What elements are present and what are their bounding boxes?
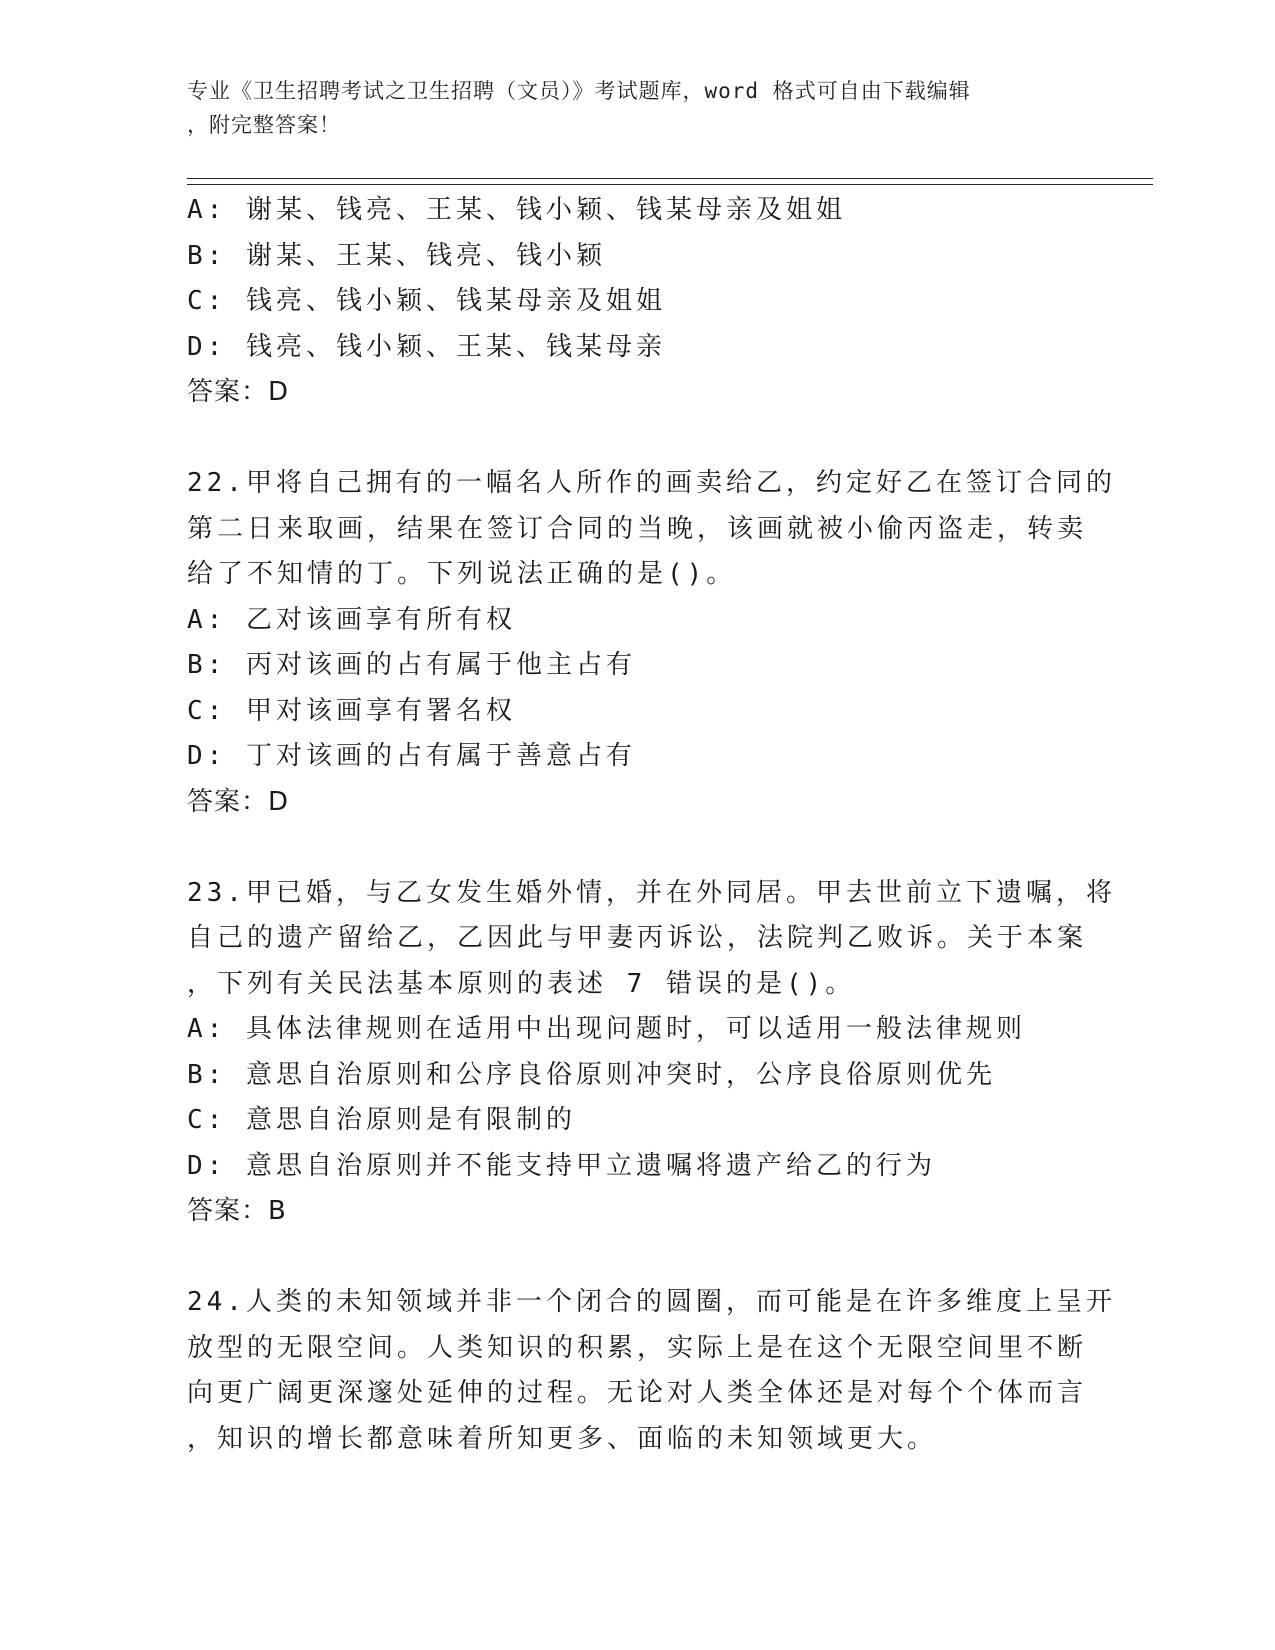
option-c: C: 甲对该画享有署名权 [187, 695, 516, 726]
question-stem-line: ，下列有关民法基本原则的表述 7 错误的是()。 [187, 968, 856, 999]
header-rule-top [187, 178, 1153, 179]
question-21 [187, 188, 1087, 416]
document-body [187, 188, 1116, 1462]
question-stem-line: 自己的遗产留给乙，乙因此与甲妻丙诉讼，法院判乙败诉。关于本案 [187, 923, 1088, 953]
option-c: C: 意思自治原则是有限制的 [187, 1105, 576, 1135]
question-stem-line: 向更广阔更深邃处延伸的过程。无论对人类全体还是对每个个体而言 [187, 1378, 1088, 1408]
question-24 [187, 1280, 1116, 1462]
header-line-2: ，附完整答案！ [187, 113, 341, 137]
option-b: B: 谢某、王某、钱亮、钱小颖 [187, 240, 606, 271]
option-a: A: 乙对该画享有所有权 [187, 604, 516, 635]
header-rule-bottom [187, 184, 1153, 185]
option-a: A: 具体法律规则在适用中出现问题时，可以适用一般法律规则 [187, 1014, 1026, 1044]
question-stem-line: 第二日来取画，结果在签订合同的当晚，该画就被小偷丙盗走，转卖 [187, 513, 1088, 544]
header-line-1: 专业《卫生招聘考试之卫生招聘（文员）》考试题库，word 格式可自由下载编辑 [187, 79, 971, 103]
question-stem-line: 23.甲已婚，与乙女发生婚外情，并在外同居。甲去世前立下遗嘱，将 [187, 877, 1116, 908]
option-d: D: 丁对该画的占有属于善意占有 [187, 741, 636, 771]
option-b: B: 丙对该画的占有属于他主占有 [187, 650, 636, 680]
question-stem-line: 放型的无限空间。人类知识的积累，实际上是在这个无限空间里不断 [187, 1332, 1088, 1363]
question-stem-line: 24.人类的未知领域并非一个闭合的圆圈，而可能是在许多维度上呈开 [187, 1287, 1116, 1317]
document-header [187, 74, 1067, 142]
option-a: A: 谢某、钱亮、王某、钱小颖、钱某母亲及姐姐 [187, 195, 846, 225]
spacer [187, 416, 1087, 462]
spacer [187, 1235, 1087, 1281]
option-c: C: 钱亮、钱小颖、钱某母亲及姐姐 [187, 286, 666, 316]
question-stem-line: ，知识的增长都意味着所知更多、面临的未知领域更大。 [187, 1423, 938, 1454]
option-d: D: 意思自治原则并不能支持甲立遗嘱将遗产给乙的行为 [187, 1150, 936, 1181]
spacer [187, 825, 1087, 871]
question-23 [187, 871, 1116, 1235]
answer: 答案：D [187, 377, 290, 407]
question-22 [187, 461, 1116, 825]
question-stem-line: 给了不知情的丁。下列说法正确的是()。 [187, 559, 737, 589]
option-b: B: 意思自治原则和公序良俗原则冲突时，公序良俗原则优先 [187, 1059, 996, 1090]
question-stem-line: 22.甲将自己拥有的一幅名人所作的画卖给乙，约定好乙在签订合同的 [187, 468, 1116, 498]
answer: 答案：D [187, 786, 290, 817]
option-d: D: 钱亮、钱小颖、王某、钱某母亲 [187, 331, 666, 362]
answer: 答案：B [187, 1196, 287, 1226]
